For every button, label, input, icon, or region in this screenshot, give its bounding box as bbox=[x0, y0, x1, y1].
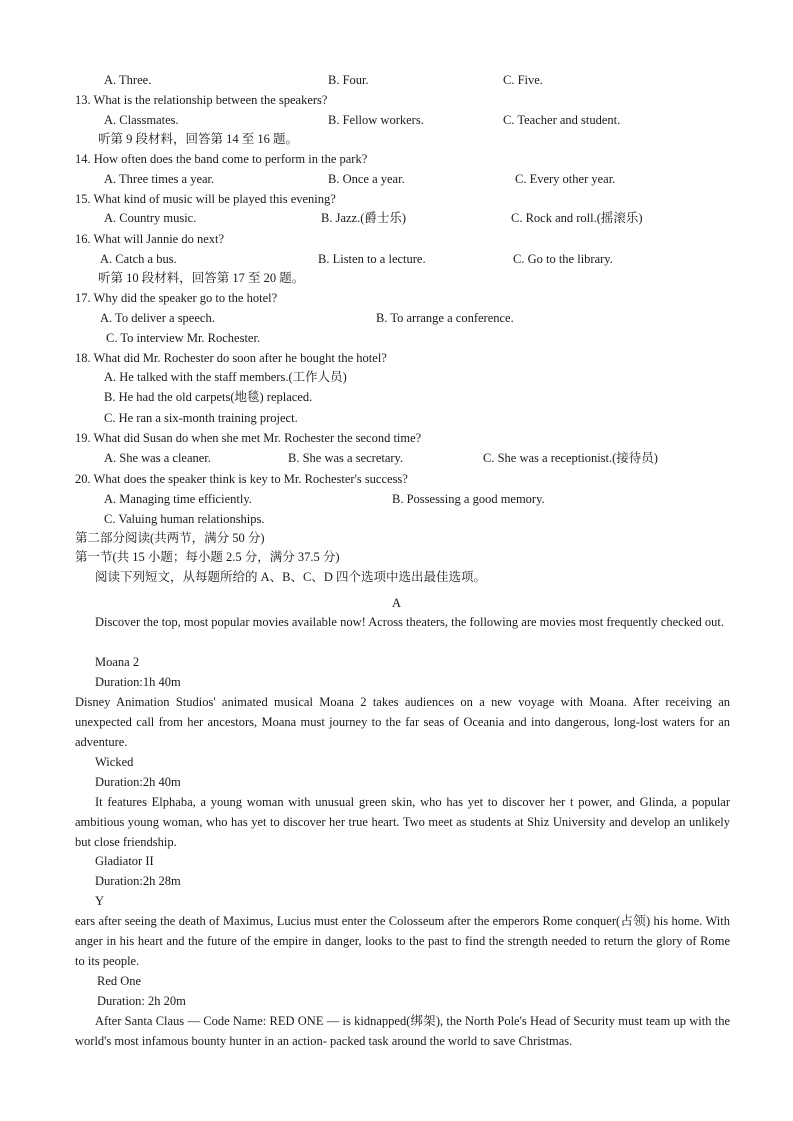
q14-option-b: B. Once a year. bbox=[328, 172, 405, 186]
q19-option-c: C. She was a receptionist.(接待员) bbox=[483, 451, 658, 465]
q17-stem: 17. Why did the speaker go to the hotel? bbox=[75, 291, 278, 305]
wicked-duration: Duration:2h 40m bbox=[95, 775, 181, 789]
q15-option-b: B. Jazz.(爵士乐) bbox=[321, 211, 407, 225]
q20-stem: 20. What does the speaker think is key to Mr. Rochester's success? bbox=[75, 472, 408, 486]
red-one-description bbox=[75, 1011, 730, 1051]
q17-option-b: B. To arrange a conference. bbox=[376, 311, 514, 325]
q14-option-c: C. Every other year. bbox=[515, 172, 616, 186]
q12-option-c: C. Five. bbox=[503, 73, 543, 87]
section-one-heading: 第一节(共 15 小题；每小题 2.5 分，满分 37.5 分) bbox=[75, 550, 340, 564]
q16-option-a: A. Catch a bus. bbox=[100, 252, 177, 266]
q15-stem: 15. What kind of music will be played this evening? bbox=[75, 192, 336, 206]
q19-stem: 19. What did Susan do when she met Mr. Rochester the second time? bbox=[75, 431, 422, 445]
passage-intro-text: Discover the top, most popular movies available now! Across theaters, the following are movies most frequently checked out. bbox=[95, 615, 725, 629]
q16-stem: 16. What will Jannie do next? bbox=[75, 232, 225, 246]
wicked-title: Wicked bbox=[95, 755, 134, 769]
q14-option-a: A. Three times a year. bbox=[104, 172, 215, 186]
moana-duration: Duration:1h 40m bbox=[95, 675, 181, 689]
red-one-duration: Duration: 2h 20m bbox=[97, 994, 186, 1008]
passage-intro bbox=[75, 612, 730, 632]
q16-option-b: B. Listen to a lecture. bbox=[318, 252, 426, 266]
q18-option-b: B. He had the old carpets(地毯) replaced. bbox=[104, 390, 313, 404]
passage-label: A bbox=[391, 596, 402, 610]
q20-option-b: B. Possessing a good memory. bbox=[392, 492, 545, 506]
q14-stem: 14. How often does the band come to perform in the park? bbox=[75, 152, 368, 166]
q19-option-a: A. She was a cleaner. bbox=[104, 451, 211, 465]
q15-option-c: C. Rock and roll.(摇滚乐) bbox=[511, 211, 643, 225]
reading-instruction: 阅读下列短文，从每题所给的 A、B、C、D 四个选项中选出最佳选项。 bbox=[95, 570, 486, 584]
gladiator-description: ears after seeing the death of Maximus, Lucius must enter the Colosseum after the emperors Rome conquer(占领) his home. With anger in his heart and the future of the empire in danger, looks to the past to find the strength needed to return the glory of Rome to its people. bbox=[75, 914, 730, 968]
q19-option-b: B. She was a secretary. bbox=[288, 451, 404, 465]
q16-option-c: C. Go to the library. bbox=[513, 252, 613, 266]
material-9-instruction: 听第 9 段材料，回答第 14 至 16 题。 bbox=[98, 132, 299, 146]
red-one-title: Red One bbox=[97, 974, 142, 988]
q12-option-b: B. Four. bbox=[328, 73, 369, 87]
q17-option-a: A. To deliver a speech. bbox=[100, 311, 215, 325]
gladiator-initial-letter: Y bbox=[95, 894, 105, 908]
gladiator-duration: Duration:2h 28m bbox=[95, 874, 181, 888]
wicked-description-text: It features Elphaba, a young woman with unusual green skin, who has yet to discover her t power, and Glinda, a popular ambitious young woman, who has yet to discover her true heart. Two meet as students at Shiz University and develop an unlikely but close friendship. bbox=[75, 795, 730, 849]
q18-option-c: C. He ran a six-month training project. bbox=[104, 411, 298, 425]
wicked-description bbox=[75, 792, 730, 852]
q13-option-b: B. Fellow workers. bbox=[328, 113, 424, 127]
q20-option-c: C. Valuing human relationships. bbox=[104, 512, 265, 526]
red-one-description-text: After Santa Claus — Code Name: RED ONE — is kidnapped(绑架), the North Pole's Head of Security must team up with the world's most infamous bounty hunter in an action- packed task around the world to save Christmas. bbox=[75, 1014, 730, 1048]
q18-stem: 18. What did Mr. Rochester do soon after he bought the hotel? bbox=[75, 351, 387, 365]
q13-option-a: A. Classmates. bbox=[104, 113, 179, 127]
q12-option-a: A. Three. bbox=[104, 73, 152, 87]
moana-description: Disney Animation Studios' animated musical Moana 2 takes audiences on a new voyage with Moana. After receiving an unexpected call from her ancestors, Moana must journey to the far seas of Oceania and into dangerous, long-lost waters for an adventure. bbox=[75, 695, 730, 749]
q13-stem: 13. What is the relationship between the speakers? bbox=[75, 93, 328, 107]
q20-option-a: A. Managing time efficiently. bbox=[104, 492, 252, 506]
gladiator-title: Gladiator II bbox=[95, 854, 154, 868]
q17-option-c: C. To interview Mr. Rochester. bbox=[106, 331, 261, 345]
part-two-heading: 第二部分阅读(共两节，满分 50 分) bbox=[75, 531, 265, 545]
q18-option-a: A. He talked with the staff members.(工作人员) bbox=[104, 370, 347, 384]
material-10-instruction: 听第 10 段材料，回答第 17 至 20 题。 bbox=[98, 271, 305, 285]
q15-option-a: A. Country music. bbox=[104, 211, 197, 225]
q13-option-c: C. Teacher and student. bbox=[503, 113, 621, 127]
moana-title: Moana 2 bbox=[95, 655, 140, 669]
